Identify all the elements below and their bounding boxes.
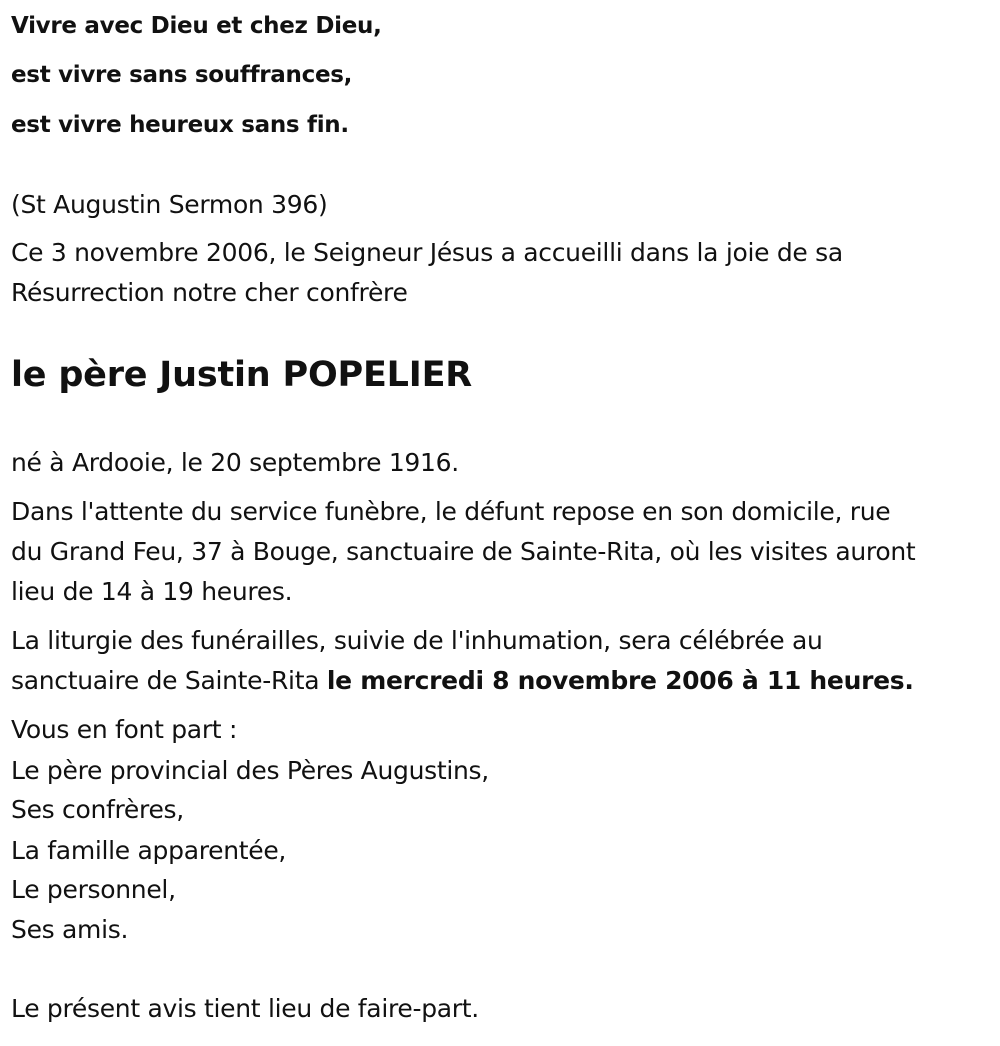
birth-info: né à Ardooie, le 20 septembre 1916. [11, 448, 459, 477]
wake-line-1: Dans l'attente du service funèbre, le défunt repose en son domicile, rue [11, 497, 891, 526]
quote-source: (St Augustin Sermon 396) [11, 190, 328, 219]
mourner-item: Ses confrères, [11, 795, 184, 824]
announcement-line-1: Ce 3 novembre 2006, le Seigneur Jésus a accueilli dans la joie de sa [11, 238, 843, 267]
funeral-line-1: La liturgie des funérailles, suivie de l'inhumation, sera célébrée au [11, 626, 823, 655]
funeral-line-2 [11, 661, 914, 701]
mourners-heading: Vous en font part : [11, 715, 238, 744]
funeral-datetime: le mercredi 8 novembre 2006 à 11 heures. [326, 666, 914, 695]
wake-line-3: lieu de 14 à 19 heures. [11, 577, 293, 606]
quote-line-1: Vivre avec Dieu et chez Dieu, [11, 13, 382, 39]
quote-line-3: est vivre heureux sans fin. [11, 112, 349, 138]
closing-note: Le présent avis tient lieu de faire-part. [11, 994, 479, 1023]
wake-line-2: du Grand Feu, 37 à Bouge, sanctuaire de Sainte-Rita, où les visites auront [11, 537, 916, 566]
mourner-item: Le personnel, [11, 875, 176, 904]
mourner-item: La famille apparentée, [11, 836, 287, 865]
mourner-item: Le père provincial des Pères Augustins, [11, 756, 489, 785]
deceased-name: le père Justin POPELIER [11, 355, 473, 395]
announcement-line-2: Résurrection notre cher confrère [11, 278, 408, 307]
quote-line-2: est vivre sans souffrances, [11, 62, 353, 88]
funeral-location: sanctuaire de Sainte-Rita [11, 666, 327, 695]
mourner-item: Ses amis. [11, 915, 129, 944]
